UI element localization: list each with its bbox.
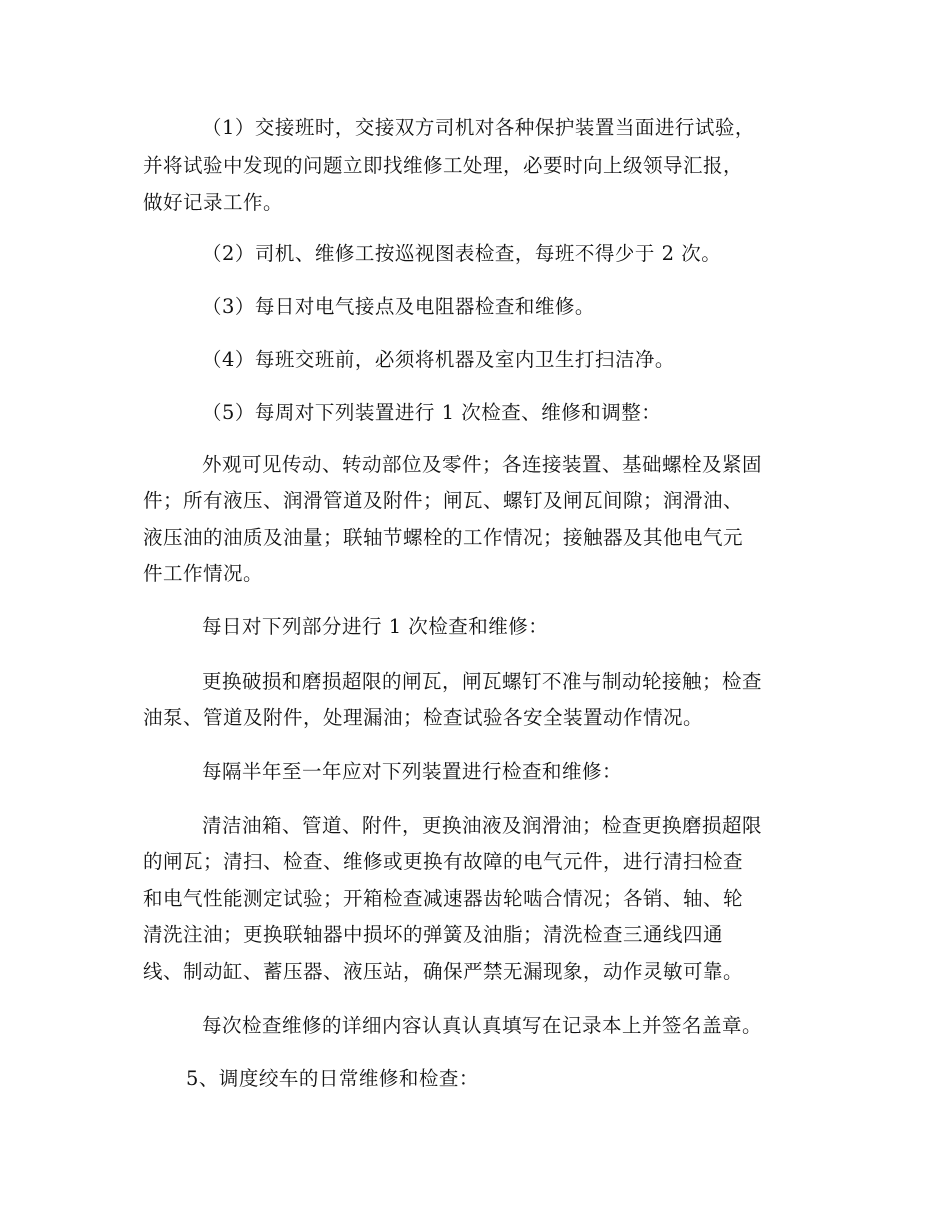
record-note-line: 每次检查维修的详细内容认真认真填写在记录本上并签名盖章。 [202, 1014, 763, 1037]
item-1-line-1: （1）交接班时，交接双方司机对各种保护装置当面进行试验， [202, 116, 755, 139]
semiannual-paragraph-line-2: 的闸瓦；清扫、检查、维修或更换有故障的电气元件，进行清扫检查 [143, 850, 744, 873]
item-1-line-3: 做好记录工作。 [143, 191, 284, 214]
weekly-paragraph-line-2: 件；所有液压、润滑管道及附件；闸瓦、螺钉及闸瓦间隙；润滑油、 [143, 489, 744, 512]
semiannual-paragraph-line-5: 线、制动缸、蓄压器、液压站，确保严禁无漏现象，动作灵敏可靠。 [143, 960, 744, 983]
daily-paragraph-line-2: 油泵、管道及附件，处理漏油；检查试验各安全装置动作情况。 [143, 706, 704, 729]
daily-heading-line: 每日对下列部分进行 1 次检查和维修： [202, 615, 549, 638]
item-1-line-2: 并将试验中发现的问题立即找维修工处理，必要时向上级领导汇报， [143, 154, 744, 177]
weekly-paragraph-line-4: 件工作情况。 [143, 562, 264, 585]
weekly-paragraph-line-1: 外观可见传动、转动部位及零件；各连接装置、基础螺栓及紧固 [202, 453, 763, 476]
semiannual-paragraph-line-1: 清洁油箱、管道、附件，更换油液及润滑油；检查更换磨损超限 [202, 814, 763, 837]
semiannual-paragraph-line-4: 清洗注油；更换联轴器中损坏的弹簧及油脂；清洗检查三通线四通 [143, 923, 724, 946]
item-4-line: （4）每班交班前，必须将机器及室内卫生打扫洁净。 [202, 348, 675, 371]
item-3-line: （3）每日对电气接点及电阻器检查和维修。 [202, 295, 595, 318]
section-5-heading: 5、调度绞车的日常维修和检查： [186, 1067, 479, 1090]
item-2-line: （2）司机、维修工按巡视图表检查，每班不得少于 2 次。 [202, 242, 722, 265]
weekly-paragraph-line-3: 液压油的油质及油量；联轴节螺栓的工作情况；接触器及其他电气元 [143, 526, 744, 549]
semiannual-paragraph-line-3: 和电气性能测定试验；开箱检查减速器齿轮啮合情况；各销、轴、轮 [143, 887, 744, 910]
daily-paragraph-line-1: 更换破损和磨损超限的闸瓦，闸瓦螺钉不准与制动轮接触；检查 [202, 670, 763, 693]
semiannual-heading-line: 每隔半年至一年应对下列装置进行检查和维修： [202, 760, 623, 783]
item-5-line: （5）每周对下列装置进行 1 次检查、维修和调整： [202, 401, 662, 424]
